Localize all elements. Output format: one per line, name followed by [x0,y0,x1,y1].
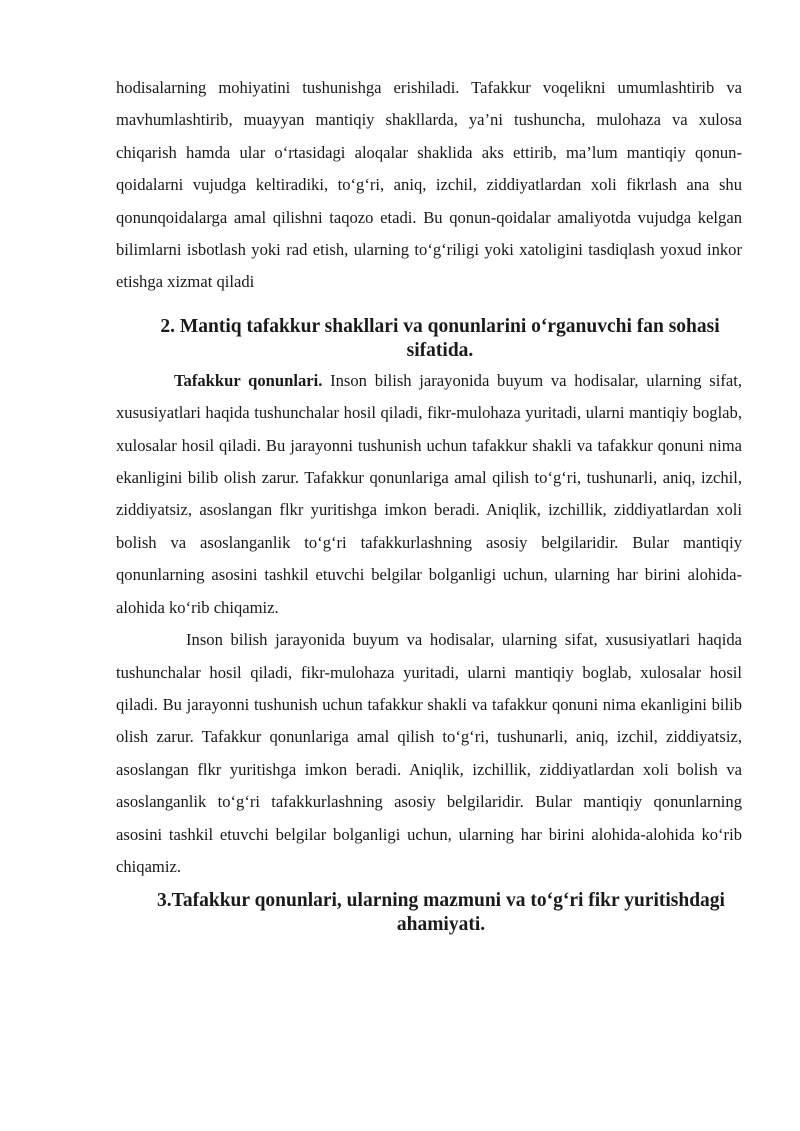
section-2-paragraph-2: Inson bilish jarayonida buyum va hodisalar, ularning sifat, xususiyatlari haqida tushunchalar hosil qiladi, fikr-mulohaza yuritadi, ularni mantiqiy boglab, xulosalar hosil qiladi. Bu jarayonni tushunish uchun tafakkur shakli va tafakkur qonuni nima ekanligini bilib olish zarur. Tafakkur qonunlariga amal qilish to‘g‘ri, tushunarli, aniq, izchil, ziddiyatsiz, asoslangan flkr yuritishga imkon beradi. Aniqlik, izchillik, ziddiyatlardan xoli bolish va asoslanganlik to‘g‘ri tafakkurlashning asosiy belgilaridir. Bular mantiqiy qonunlarning asosini tashkil etuvchi belgilar bolganligi uchun, ularning har birini alohida-alohida ko‘rib chiqamiz. [116,630,742,876]
section-2-heading: 2. Mantiq tafakkur shakllari va qonunlarini o‘rganuvchi fan sohasi sifatida. [160,315,720,361]
intro-paragraph: hodisalarning mohiyatini tushunishga erishiladi. Tafakkur voqelikni umumlashtirib va mavhumlashtirib, muayyan mantiqiy shakllarda, ya’ni tushuncha, mulohaza va xulosa chiqarish hamda ular o‘rtasidagi aloqalar shaklida aks ettirib, ma’lum mantiqiy qonun-qoidalarni vujudga keltiradiki, to‘g‘ri, aniq, izchil, ziddiyatlardan xoli fikrlash ana shu qonunqoidalarga amal qilishni taqozo etadi. Bu qonun-qoidalar amaliyotda vujudga kelgan bilimlarni isbotlash yoki rad etish, ularning to‘g‘riligi yoki xatoligini tasdiqlash yoxud inkor etishga xizmat qiladi [116,78,742,292]
section-2-lead-term: Tafakkur qonunlari. [174,370,323,390]
section-3-heading: 3.Tafakkur qonunlari, ularning mazmuni va to‘g‘ri fikr yuritishdagi ahamiyati. [157,890,725,936]
section-2-paragraph-1-text: Inson bilish jarayonida buyum va hodisalar, ularning sifat, xususiyatlari haqida tushunchalar hosil qiladi, fikr-mulohaza yuritadi, ularni mantiqiy boglab, xulosalar hosil qiladi. Bu jarayonni tushunish uchun tafakkur shakli va tafakkur qonuni nima ekanligini bilib olish zarur. Tafakkur qonunlariga amal qilish to‘g‘ri, tushunarli, aniq, izchil, ziddiyatsiz, asoslangan flkr yuritishga imkon beradi. Aniqlik, izchillik, ziddiyatlardan xoli bolish va asoslanganlik to‘g‘ri tafakkurlashning asosiy belgilaridir. Bular mantiqiy qonunlarning asosini tashkil etuvchi belgilar bolganligi uchun, ularning har birini alohida-alohida ko‘rib chiqamiz. [116,370,743,617]
document-page [116,72,742,937]
section-2-paragraph-1 [116,365,742,624]
